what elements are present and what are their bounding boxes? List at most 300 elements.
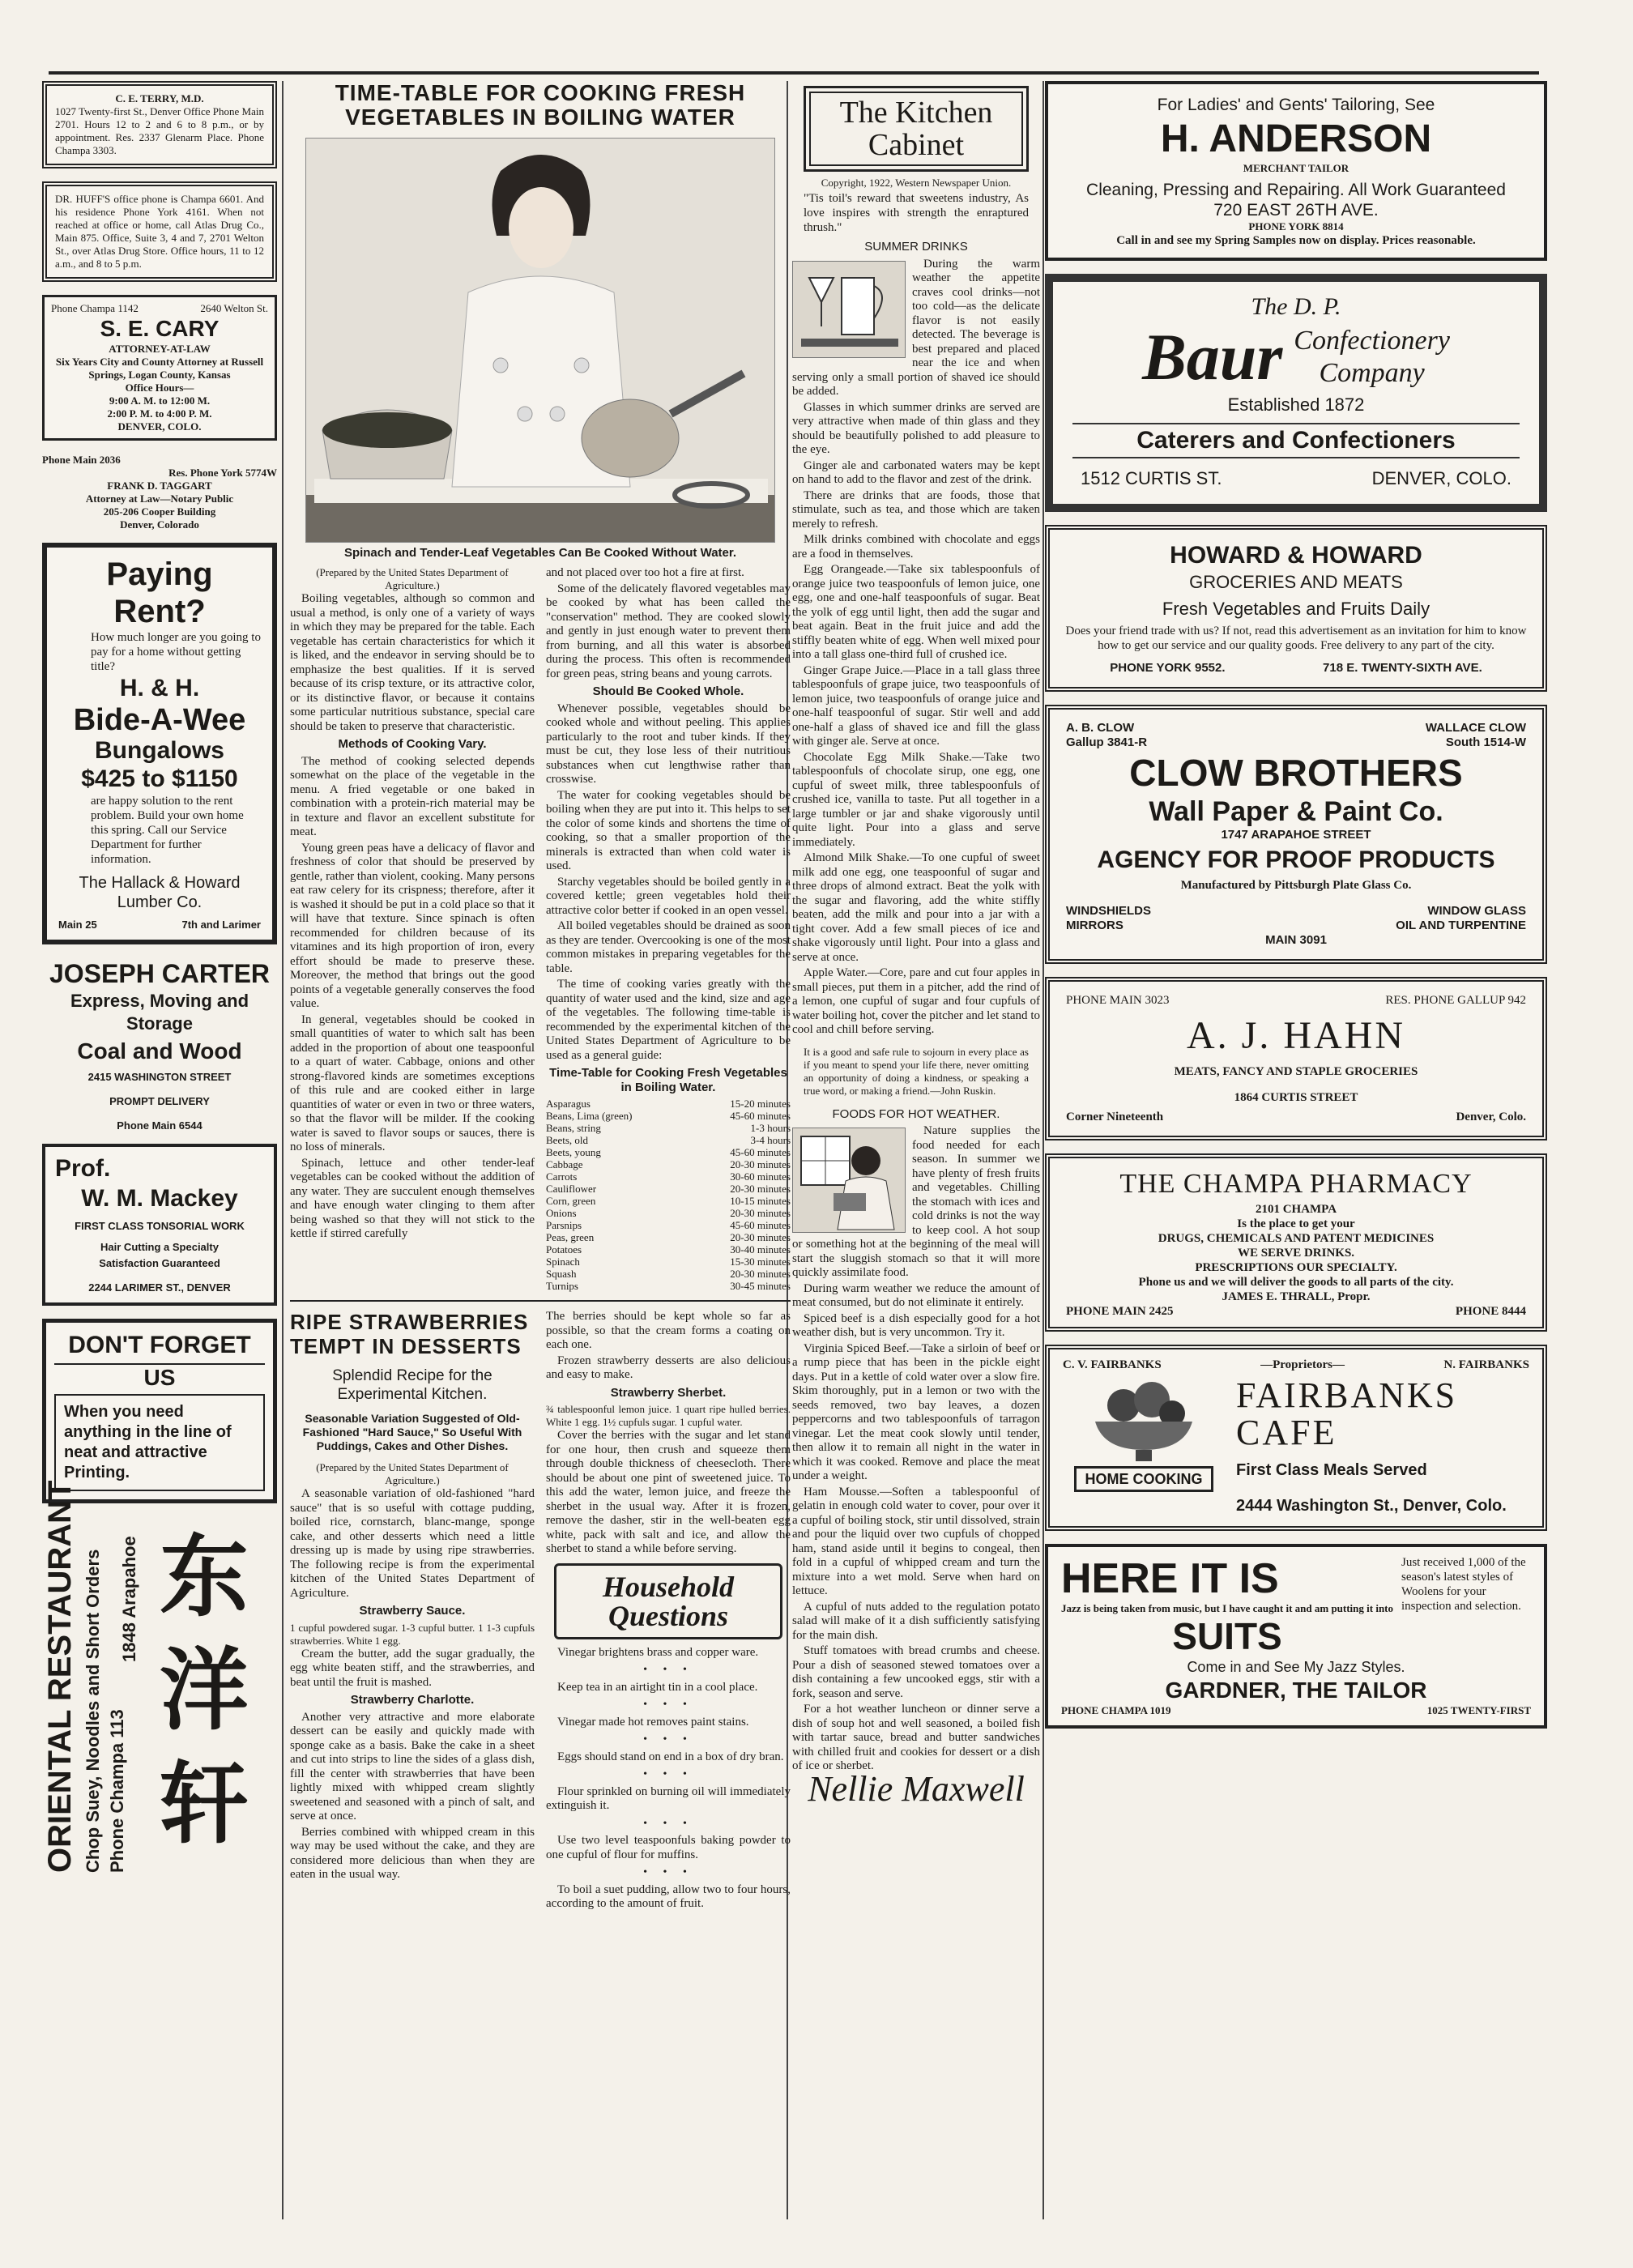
vegetables-column-a bbox=[290, 566, 535, 1292]
article-subhead: Should Be Cooked Whole. bbox=[592, 684, 744, 698]
baur-line-1: Confectionery bbox=[1294, 326, 1450, 356]
clow-ad bbox=[1045, 705, 1547, 964]
nellie-maxwell-signature: Nellie Maxwell bbox=[808, 1768, 1025, 1809]
clow-name: CLOW BROTHERS bbox=[1129, 752, 1463, 794]
separator-dots: • • • bbox=[643, 1664, 693, 1676]
bide-a-wee-ad bbox=[42, 543, 277, 944]
copyright-note: Copyright, 1922, Western Newspaper Union. bbox=[821, 177, 1012, 189]
rent-brand: H. & H. bbox=[119, 675, 200, 701]
article-paragraph: Chocolate Egg Milk Shake.—Take two tablespoonfuls of chocolate sirup, one egg, one cupful of sweet milk, three tablespoonfuls of crushed ice, vanilla to taste. Put all together in a large tumbler or jar and shake vigorously until quite light. Pour into a glass and serve immediately. bbox=[792, 750, 1040, 849]
vegetable-name: Beans, Lima (green) bbox=[546, 1110, 633, 1122]
cooking-time: 10-15 minutes bbox=[730, 1195, 791, 1207]
recipe-ingredients: ¾ tablespoonful lemon juice. 1 quart ripe hulled berries. White 1 egg. 1½ cupfuls sugar. 1 cupful water. bbox=[546, 1403, 791, 1428]
article-paragraph: Spiced beef is a dish especially good for a hot weather dish, but is very uncommon. Try it. bbox=[792, 1311, 1040, 1339]
clow-right-1: WALLACE CLOW bbox=[1425, 721, 1526, 735]
kitchen-title-line-2: Cabinet bbox=[868, 128, 965, 162]
article-paragraph: Glasses in which summer drinks are served are very attractive when made of thin glass and they should be beautifully polished to add pleasure to the eye. bbox=[792, 400, 1040, 456]
cooking-time: 1-3 hours bbox=[750, 1122, 791, 1134]
gardner-headline: HERE IT IS bbox=[1061, 1555, 1279, 1602]
article-subhead: Methods of Cooking Vary. bbox=[338, 737, 487, 751]
gardner-address: 1025 TWENTY-FIRST bbox=[1426, 1704, 1531, 1716]
vegetable-name: Parsnips bbox=[546, 1219, 582, 1231]
clow-b3: WINDOW GLASS bbox=[1427, 904, 1526, 918]
fairbanks-ad bbox=[1045, 1345, 1547, 1531]
timetable-row bbox=[546, 1170, 791, 1183]
cary-address: 2640 Welton St. bbox=[200, 302, 268, 314]
article-paragraph: During the warm weather the appetite craves cool drinks—not too cold—as the delicate flavor is not easily detected. The beverage is best prepared and placed near the ice and when serving only a small portion of shaved ice should be added. bbox=[792, 257, 1040, 398]
separator-dots: • • • bbox=[643, 1866, 693, 1878]
cooking-time: 20-30 minutes bbox=[730, 1231, 791, 1243]
clow-footer bbox=[1066, 904, 1526, 933]
fairbanks-address: 2444 Washington St., Denver, Colo. bbox=[1236, 1497, 1507, 1515]
strawberry-prepared: (Prepared by the United States Department of Agriculture.) bbox=[316, 1461, 509, 1486]
household-tip: Vinegar brightens brass and copper ware. bbox=[557, 1645, 759, 1659]
rent-main: Main 25 bbox=[58, 919, 97, 931]
cary-phone: Phone Champa 1142 bbox=[51, 302, 139, 314]
oriental-name: ORIENTAL RESTAURANT bbox=[42, 1480, 78, 1873]
timetable-row bbox=[546, 1195, 791, 1207]
timetable-row bbox=[546, 1231, 791, 1243]
anderson-title: MERCHANT TAILOR bbox=[1243, 162, 1349, 174]
fruit-bowl-icon bbox=[1079, 1377, 1209, 1466]
oriental-char-3: 轩 bbox=[160, 1752, 249, 1856]
carter-delivery: PROMPT DELIVERY bbox=[109, 1095, 210, 1107]
drinks-glasses-icon bbox=[793, 262, 906, 359]
howard-line-2: Fresh Vegetables and Fruits Daily bbox=[1162, 599, 1430, 619]
clow-left bbox=[1066, 721, 1147, 750]
gardner-main bbox=[1061, 1555, 1393, 1657]
strawberry-article bbox=[290, 1310, 535, 1913]
article-paragraph: Egg Orangeade.—Take six tablespoonfuls of orange juice two teaspoonfuls of lemon juice, one egg, one and one-half teaspoonfuls of sugar. Beat the yolk of egg until light, then add the sugar and beat again. Beat in the fruit juice and add the stiffly beaten white of egg. When well mixed pour into a tall glass one-third full of crushed ice. bbox=[792, 563, 1040, 661]
clow-left-1: A. B. CLOW bbox=[1066, 721, 1135, 735]
article-paragraph: A cupful of nuts added to the regulation potato salad will make of it a dish sufficiently satisfying for the main dish. bbox=[792, 1600, 1040, 1642]
top-rule bbox=[49, 71, 1539, 75]
baur-name: Baur bbox=[1142, 320, 1283, 394]
timetable-row bbox=[546, 1146, 791, 1158]
champa-line-1: Is the place to get your bbox=[1237, 1217, 1355, 1230]
vegetable-name: Onions bbox=[546, 1207, 577, 1219]
vegetable-name: Squash bbox=[546, 1268, 577, 1280]
household-tip: Eggs should stand on end in a box of dry bran. bbox=[557, 1750, 784, 1763]
vegetable-name: Beets, old bbox=[546, 1134, 588, 1146]
timetable-title: Time-Table for Cooking Fresh Vegetables in Boiling Water. bbox=[549, 1066, 787, 1094]
kitchen-cabinet-text bbox=[792, 177, 1040, 1809]
vegetable-name: Corn, green bbox=[546, 1195, 596, 1207]
article-paragraph: During warm weather we reduce the amount of meat consumed, but do not eliminate it entirely. bbox=[792, 1281, 1040, 1309]
vegetable-name: Peas, green bbox=[546, 1231, 595, 1243]
clow-header bbox=[1066, 721, 1526, 750]
article-paragraph: Young green peas have a delicacy of flavor and freshness of color that should be preserved by gentle, rather than violent, cooking. Many persons eat raw celery for its crispness; therefore, after it is washed it should be put in a cold place so that it will have that texture. Since spinach is often recommended for children because of its vitamines and its high proportion of iron, every effort should be made to preserve these. Moreover, the method that brings out the good points of a vegetable generally conserves the food value. bbox=[290, 841, 535, 1010]
howard-address: 718 E. TWENTY-SIXTH AVE. bbox=[1323, 661, 1482, 675]
kitchen-title-line-1: The Kitchen bbox=[839, 96, 993, 130]
clow-left-2: Gallup 3841-R bbox=[1066, 735, 1148, 749]
vegetables-headline: TIME-TABLE FOR COOKING FRESH VEGETABLES IN BOILING WATER bbox=[335, 80, 746, 130]
timetable-row bbox=[546, 1219, 791, 1231]
vegetables-column-b bbox=[546, 566, 791, 1292]
sherbet-and-questions bbox=[546, 1310, 791, 1913]
champa-phone-1: PHONE MAIN 2425 bbox=[1066, 1305, 1174, 1318]
household-tip: Use two level teaspoonfuls baking powder to one cupful of flour for muffins. bbox=[546, 1834, 791, 1861]
clow-right-2: South 1514-W bbox=[1445, 735, 1526, 749]
timetable-row bbox=[546, 1158, 791, 1170]
champa-num: 2101 CHAMPA bbox=[1255, 1203, 1337, 1216]
article-paragraph: The berries should be kept whole so far as possible, so that the cream forms a coating on each one. bbox=[546, 1310, 791, 1351]
rent-company: The Hallack & Howard Lumber Co. bbox=[79, 874, 241, 911]
strawberry-subhead-2: Seasonable Variation Suggested of Old-Fashioned "Hard Sauce," So Useful With Puddings, Cakes and Other Dishes. bbox=[302, 1412, 522, 1452]
champa-footer bbox=[1066, 1304, 1526, 1319]
forget-text: When you need anything in the line of neat and attractive Printing. bbox=[54, 1394, 265, 1491]
baur-address: 1512 CURTIS ST. bbox=[1081, 468, 1222, 488]
champa-line-3: WE SERVE DRINKS. bbox=[1237, 1247, 1355, 1260]
household-tip: Vinegar made hot removes paint stains. bbox=[557, 1715, 749, 1729]
gardner-footer bbox=[1061, 1704, 1531, 1717]
left-ad-column bbox=[42, 81, 277, 1894]
household-tip: Flour sprinkled on burning oil will immediately extinguish it. bbox=[546, 1784, 791, 1812]
timetable-row bbox=[546, 1268, 791, 1280]
separator-dots: • • • bbox=[643, 1768, 693, 1780]
article-column bbox=[290, 81, 791, 1913]
gardner-name: GARDNER, THE TAILOR bbox=[1165, 1678, 1427, 1703]
article-paragraph: Boiling vegetables, although so common and usual a method, is only one of a variety of ways in which they may be prepared for the table. Each vegetable has certain characteristics for which it is liked, and the endeavor in serving should be to emphasize the best qualities. If it is served because of its crisp texture, or its attractive color, or its distinctive flavor, or because it contains some particular nutritious substance, special care should be taken to preserve that characteristic. bbox=[290, 592, 535, 733]
gardner-come: Come in and See My Jazz Styles. bbox=[1187, 1659, 1405, 1675]
printing-ad bbox=[42, 1319, 277, 1503]
clow-footer-left bbox=[1066, 904, 1151, 933]
right-ad-column bbox=[1045, 81, 1547, 1742]
article-paragraph: There are drinks that are foods, those that stimulate, such as tea, and those which are taken merely to refresh. bbox=[792, 488, 1040, 531]
anderson-name: H. ANDERSON bbox=[1160, 117, 1432, 160]
cooking-time: 20-30 minutes bbox=[730, 1207, 791, 1219]
vegetable-name: Beets, young bbox=[546, 1146, 601, 1158]
timetable-row bbox=[546, 1243, 791, 1256]
lower-articles bbox=[290, 1300, 791, 1913]
article-paragraph: All boiled vegetables should be drained as soon as they are tender. Overcooking is one of the most common mistakes in preparing vegetables for the table. bbox=[546, 919, 791, 975]
vegetable-name: Cauliflower bbox=[546, 1183, 597, 1195]
strawberry-subhead: Splendid Recipe for the Experimental Kitchen. bbox=[332, 1367, 492, 1403]
cooking-time: 30-60 minutes bbox=[730, 1170, 791, 1183]
mackey-line-3: Satisfaction Guaranteed bbox=[99, 1257, 220, 1269]
rent-price: $425 to $1150 bbox=[81, 765, 238, 792]
rent-text-1: How much longer are you going to pay for a home without getting title? bbox=[91, 631, 261, 673]
vegetable-name: Turnips bbox=[546, 1280, 578, 1292]
article-paragraph: The time of cooking varies greatly with the quantity of water used and the kind, size and age of the vegetables. The following time-table is recommended by the experimental kitchen of the United States Department of Agriculture to be used as a general guide: bbox=[546, 978, 791, 1062]
anderson-line-1: Cleaning, Pressing and Repairing. All Work Guaranteed bbox=[1086, 181, 1506, 199]
recipe-ingredients: 1 cupful powdered sugar. 1-3 cupful butter. 1 1-3 cupfuls strawberries. White 1 egg. bbox=[290, 1621, 535, 1647]
article-paragraph: For a hot weather luncheon or dinner serve a dish of soup hot and well seasoned, a boiled fish with tartar sauce, bread and butter sandwiches with chilled fruit and cookies for dessert or a dish of ice or sherbet. bbox=[792, 1703, 1040, 1772]
mackey-name: W. M. Mackey bbox=[81, 1185, 238, 1212]
terry-name: C. E. TERRY, M.D. bbox=[115, 92, 204, 104]
gardner-text-1: Jazz is being taken from music, but I have caught it and am putting it into bbox=[1061, 1602, 1394, 1614]
anderson-footer: Call in and see my Spring Samples now on display. Prices reasonable. bbox=[1116, 234, 1476, 247]
household-tip: To boil a suet pudding, allow two to four hours, according to the amount of fruit. bbox=[546, 1882, 791, 1910]
article-subhead: Strawberry Sauce. bbox=[359, 1604, 466, 1618]
article-paragraph: Starchy vegetables should be boiled gently in a covered kettle; green vegetables hold their attractive color better if cooked in an open vessel. bbox=[546, 875, 791, 917]
champa-name: THE CHAMPA PHARMACY bbox=[1119, 1169, 1473, 1199]
summer-drinks-heading: SUMMER DRINKS bbox=[864, 240, 968, 254]
household-questions-title: Household Questions bbox=[554, 1563, 782, 1639]
timetable-row bbox=[546, 1098, 791, 1110]
article-paragraph: Ginger Grape Juice.—Place in a tall glass three tablespoonfuls of grape juice, two teaspoonfuls of lemon juice, two teaspoonfuls of orange juice and one-half teaspoonful of sugar. Stir well and add one-half a glass of shaved ice and fill the glass with ginger ale. Serve at once. bbox=[792, 663, 1040, 748]
article-paragraph: Frozen strawberry desserts are also delicious and easy to make. bbox=[546, 1354, 791, 1381]
article-paragraph: Almond Milk Shake.—To one cupful of sweet milk add one egg, one teaspoonful of sugar and three drops of almond extract. Beat the yolk with the sugar and flavoring, add the white stiffly beaten, add the milk and pour into a jar with a tight cover. Add a few small pieces of ice and shake vigorously until light. Pour into a glass and serve at once. bbox=[792, 851, 1040, 964]
vegetable-name: Beans, string bbox=[546, 1122, 601, 1134]
article-subhead: Strawberry Charlotte. bbox=[350, 1693, 475, 1707]
hahn-phone-1: PHONE MAIN 3023 bbox=[1066, 994, 1170, 1007]
cooking-time: 20-30 minutes bbox=[730, 1268, 791, 1280]
article-paragraph: Apple Water.—Core, pare and cut four apples in small pieces, put them in a pitcher, add the rind of a lemon, one cupful of sugar and four cupfuls of water boiling hot, cover the pitcher and let stand to cool and chill before serving. bbox=[792, 966, 1040, 1036]
huff-card bbox=[42, 181, 277, 282]
cary-desc: Six Years City and County Attorney at Russell Springs, Logan County, Kansas bbox=[55, 356, 264, 381]
hahn-city: Denver, Colo. bbox=[1456, 1111, 1526, 1123]
cooking-time: 15-30 minutes bbox=[730, 1256, 791, 1268]
hahn-corner: Corner Nineteenth bbox=[1066, 1111, 1164, 1123]
woman-cooking-photo bbox=[305, 138, 775, 543]
article-subhead: Strawberry Sherbet. bbox=[610, 1385, 727, 1400]
prepared-note: (Prepared by the United States Department of Agriculture.) bbox=[316, 566, 509, 591]
champa-line-5: Phone us and we will deliver the goods to all parts of the city. bbox=[1138, 1276, 1454, 1289]
mackey-prof: Prof. bbox=[55, 1155, 111, 1182]
mackey-line-2: Hair Cutting a Specialty bbox=[100, 1241, 219, 1253]
article-paragraph: and not placed over too hot a fire at first. bbox=[546, 566, 744, 579]
carter-line-1: Express, Moving and Storage bbox=[70, 991, 249, 1034]
howard-phone: PHONE YORK 9552. bbox=[1110, 661, 1226, 675]
clow-address: 1747 ARAPAHOE STREET bbox=[1221, 828, 1371, 842]
hahn-name: A. J. HAHN bbox=[1187, 1014, 1405, 1057]
terry-card bbox=[42, 81, 277, 168]
article-paragraph: Spinach, lettuce and other tender-leaf vegetables can be cooked without the addition of any water. They are succulent enough themselves and have enough water clinging to them after being washed so that they will not stick to the kettle if stirred carefully bbox=[290, 1156, 535, 1240]
household-tip: Keep tea in an airtight tin in a cool place. bbox=[557, 1680, 758, 1694]
foods-hot-weather-heading: FOODS FOR HOT WEATHER. bbox=[832, 1106, 1000, 1121]
cooking-time: 45-60 minutes bbox=[730, 1146, 791, 1158]
gardner-suits: SUITS bbox=[1172, 1615, 1282, 1657]
cooking-time: 15-20 minutes bbox=[730, 1098, 791, 1110]
rent-address: 7th and Larimer bbox=[181, 919, 261, 931]
taggart-phone-2: Res. Phone York 5774W bbox=[168, 467, 277, 479]
oriental-char-2: 洋 bbox=[160, 1639, 249, 1742]
vegetable-name: Spinach bbox=[546, 1256, 580, 1268]
fairbanks-right: N. FAIRBANKS bbox=[1443, 1358, 1529, 1371]
woman-reading-illustration bbox=[792, 1128, 906, 1233]
vegetables-article bbox=[290, 566, 791, 1292]
hahn-footer bbox=[1066, 1110, 1526, 1124]
fairbanks-left: C. V. FAIRBANKS bbox=[1063, 1358, 1162, 1371]
anderson-phone: PHONE YORK 8814 bbox=[1248, 220, 1344, 232]
mackey-address: 2244 LARIMER ST., DENVER bbox=[88, 1281, 231, 1294]
ruskin-quote: It is a good and safe rule to sojourn in every place as if you meant to spend your life there, never omitting an opportunity of doing a kindness, or speaking a true word, or making a friend.—John Ruskin. bbox=[804, 1045, 1029, 1097]
article-paragraph: Stuff tomatoes with bread crumbs and cheese. Pour a dish of seasoned stewed tomatoes over a dish containing a few uncooked eggs, stir with a fork, season and serve. bbox=[792, 1644, 1040, 1700]
woman-cooking-illustration bbox=[306, 139, 775, 543]
oriental-char-1: 东 bbox=[160, 1525, 249, 1629]
champa-line-4: PRESCRIPTIONS OUR SPECIALTY. bbox=[1195, 1261, 1397, 1274]
carter-line-2: Coal and Wood bbox=[77, 1038, 242, 1064]
article-paragraph: Cover the berries with the sugar and let stand for one hour, then crush and squeeze them through double thickness of cheesecloth. There should be about one pint of sweetened juice. To this add the water, lemon juice, and freeze the sherbet in the usual way. After it is frozen, remove the dasher, stir in the well-beaten egg white, pack with salt and ice, and allow the sherbet to stand a while before serving. bbox=[546, 1429, 791, 1555]
anderson-ad bbox=[1045, 81, 1547, 261]
baur-company-words bbox=[1294, 325, 1450, 390]
champa-pharmacy-ad bbox=[1045, 1153, 1547, 1332]
hahn-line-1: MEATS, FANCY AND STAPLE GROCERIES bbox=[1174, 1065, 1418, 1078]
cary-hours-1: 9:00 A. M. to 12:00 M. bbox=[109, 394, 211, 407]
cary-title: ATTORNEY-AT-LAW bbox=[109, 343, 211, 355]
howard-name: HOWARD & HOWARD bbox=[1170, 542, 1422, 569]
separator-dots: • • • bbox=[643, 1817, 693, 1830]
fairbanks-name-2: CAFE bbox=[1236, 1413, 1337, 1452]
baur-established: Established 1872 bbox=[1227, 394, 1365, 415]
cooking-time: 30-45 minutes bbox=[730, 1280, 791, 1292]
cary-phone-row bbox=[51, 302, 268, 315]
gardner-phone: PHONE CHAMPA 1019 bbox=[1061, 1704, 1171, 1716]
opening-quote: "Tis toil's reward that sweetens industry, As love inspires with strength the enraptured thrush." bbox=[804, 192, 1029, 234]
article-paragraph: Whenever possible, vegetables should be cooked whole and without peeling. This applies particularly to the root and tuber kinds. If they must be cut, they lose less of their nutritious substances when cut lengthwise rather than crosswise. bbox=[546, 701, 791, 786]
photo-caption: Spinach and Tender-Leaf Vegetables Can Be Cooked Without Water. bbox=[343, 546, 737, 560]
kitchen-cabinet-column bbox=[792, 81, 1040, 1809]
hahn-address: 1864 CURTIS STREET bbox=[1234, 1091, 1358, 1104]
article-paragraph: Another very attractive and more elaborate dessert can be easily and quickly made with sponge cake as a basis. Bake the cake in a sheet and cut into strips to line the sides of a glass dish, fill the center with strawberries that have been lightly mixed with whipped cream slightly sweetened and seasoned with a pinch of salt, and serve at once. bbox=[290, 1710, 535, 1823]
woman-reading-icon bbox=[793, 1128, 906, 1234]
mackey-line-1: FIRST CLASS TONSORIAL WORK bbox=[75, 1220, 245, 1232]
timetable-row bbox=[546, 1280, 791, 1292]
howard-line-1: GROCERIES AND MEATS bbox=[1189, 572, 1403, 592]
fairbanks-line-1: First Class Meals Served bbox=[1236, 1461, 1427, 1479]
huff-text: DR. HUFF'S office phone is Champa 6601. And his residence Phone York 4161. When not reached at office or home, call Atlas Drug Co., Main 875. Office, Suite 3, 4 and 7, 2701 Welton St., over Atlas Drug Store. Office hours, 11 to 12 a.m., and 8 to 5 p.m. bbox=[55, 193, 264, 270]
baur-the: The D. P. bbox=[1251, 293, 1341, 320]
carter-name: JOSEPH CARTER bbox=[49, 959, 271, 988]
clow-b4: OIL AND TURPENTINE bbox=[1396, 919, 1526, 932]
article-paragraph: Nature supplies the food needed for each season. In summer we have plenty of fresh fruits and vegetables. Chilling the stomach with ices and cold drinks is not the way to keep cool. A hot soup or something hot at the beginning of the meal will start the sluggish stomach so that it will more quickly assimilate food. bbox=[792, 1124, 1040, 1279]
taggart-bldg: 205-206 Cooper Building bbox=[103, 505, 216, 518]
gardner-top bbox=[1061, 1555, 1531, 1657]
fairbanks-mid: —Proprietors— bbox=[1260, 1358, 1345, 1371]
hahn-phone-2: RES. PHONE GALLUP 942 bbox=[1385, 994, 1526, 1007]
article-paragraph: Some of the delicately flavored vegetables may be cooked by what has been called the "conservation" method. They are cooked slowly and gently in just enough water to prevent them from burning, and all this water is absorbed during the process. This often is recommended for green peas, string beans and young carrots. bbox=[546, 582, 791, 680]
clow-line-1: Wall Paper & Paint Co. bbox=[1149, 796, 1443, 827]
separator-dots: • • • bbox=[643, 1699, 693, 1711]
column-rule bbox=[1042, 81, 1044, 2219]
baur-line-2: Company bbox=[1319, 358, 1425, 388]
clow-b2: MIRRORS bbox=[1066, 919, 1123, 932]
article-paragraph: Ham Mousse.—Soften a tablespoonful of gelatin in enough cold water to cover, pour over it a cupful of boiling stock, stir until dissolved, strain and pour the liquid over two cupfuls of chopped ham, stand aside until it begins to congeal, then fold in a cupful of whipped cream and turn the mixture into a wet mold. Serve when hard on lettuce. bbox=[792, 1485, 1040, 1597]
article-paragraph: Berries combined with whipped cream in this way may be used without the cake, and they are considered more delicious than when they are eaten in the usual way. bbox=[290, 1825, 535, 1881]
article-paragraph: Virginia Spiced Beef.—Take a sirloin of beef or a rump piece that has been in the pickle eight days. Put in a kettle of cold water over a slow fire. Skim thoroughly, put in a lemon or two with the seeds removed, two bay leaves, a dozen peppercorns and two tablespoonfuls of tarragon vinegar. Let the meat cook slowly until tender, then allow it to remain all night in the water in which it was cooked. Remove and place the meat under a weight. bbox=[792, 1341, 1040, 1482]
clow-agency: AGENCY FOR PROOF PRODUCTS bbox=[1097, 846, 1495, 873]
cary-hours-label: Office Hours— bbox=[125, 382, 194, 394]
carter-ad bbox=[42, 957, 277, 1132]
anderson-intro: For Ladies' and Gents' Tailoring, See bbox=[1157, 96, 1435, 114]
rent-text-2: are happy solution to the rent problem. Build your own home this spring. Call our Service Department for further information. bbox=[91, 795, 244, 866]
baur-footer bbox=[1064, 465, 1528, 492]
taggart-city: Denver, Colorado bbox=[120, 518, 199, 531]
hahn-phones bbox=[1066, 993, 1526, 1008]
fairbanks-body bbox=[1063, 1377, 1529, 1518]
cooking-time: 20-30 minutes bbox=[730, 1158, 791, 1170]
fairbanks-name-1: FAIRBANKS bbox=[1236, 1375, 1458, 1415]
mackey-ad bbox=[42, 1144, 277, 1306]
carter-phone: Phone Main 6544 bbox=[117, 1119, 203, 1132]
howard-ad bbox=[1045, 525, 1547, 692]
article-paragraph: The method of cooking selected depends somewhat on the place of the vegetable in the menu. A fried vegetable or one baked in combination with a protein-rich material may be in texture and flavor an excellent substitute for meat. bbox=[290, 754, 535, 838]
baur-ad bbox=[1045, 274, 1547, 512]
baur-city: DENVER, COLO. bbox=[1371, 468, 1511, 488]
cooking-time: 20-30 minutes bbox=[730, 1183, 791, 1195]
taggart-name: FRANK D. TAGGART bbox=[107, 480, 212, 492]
kitchen-cabinet-title bbox=[809, 92, 1023, 166]
howard-text: Does your friend trade with us? If not, read this advertisement as an invitation for him to know how to get our service and our quality goods. Free delivery to any part of the city. bbox=[1065, 625, 1527, 652]
cary-city: DENVER, COLO. bbox=[117, 420, 202, 433]
cary-hours-2: 2:00 P. M. to 4:00 P. M. bbox=[107, 407, 212, 420]
column-rule bbox=[282, 81, 284, 2219]
clow-b1: WINDSHIELDS bbox=[1066, 904, 1151, 918]
clow-footer-right bbox=[1396, 904, 1526, 933]
clow-mfg: Manufactured by Pittsburgh Plate Glass Co. bbox=[1180, 879, 1412, 892]
champa-line-2: DRUGS, CHEMICALS AND PATENT MEDICINES bbox=[1158, 1232, 1435, 1245]
household-questions-list bbox=[546, 1646, 791, 1912]
kitchen-cabinet-masthead bbox=[804, 86, 1029, 172]
cooking-time: 45-60 minutes bbox=[730, 1219, 791, 1231]
fairbanks-art bbox=[1063, 1377, 1225, 1518]
taggart-card bbox=[42, 454, 277, 531]
article-paragraph: Cream the butter, add the sugar gradually, the egg white beaten stiff, and the strawberries, and beat until the fruit is mashed. bbox=[290, 1647, 535, 1689]
gardner-text-2: Just received 1,000 of the season's latest styles of Woolens for your inspection and selection. bbox=[1401, 1556, 1526, 1613]
article-paragraph: Ginger ale and carbonated waters may be kept on hand to add to the flavor and zest of the drink. bbox=[792, 458, 1040, 486]
rent-brand-3: Bungalows bbox=[94, 737, 224, 764]
baur-caterers: Caterers and Confectioners bbox=[1072, 423, 1520, 458]
hahn-ad bbox=[1045, 977, 1547, 1140]
separator-dots: • • • bbox=[643, 1733, 693, 1746]
oriental-line-2: 1848 Arapahoe bbox=[119, 1536, 139, 1662]
howard-footer bbox=[1061, 661, 1531, 676]
timetable-row bbox=[546, 1134, 791, 1146]
cooking-time: 45-60 minutes bbox=[730, 1110, 791, 1122]
article-paragraph: The water for cooking vegetables should be boiling when they are put into it. This helps to set the color of some kinds and shortens the time of cooking, so that a smaller proportion of the minerals is extracted than when cold water is used. bbox=[546, 788, 791, 872]
forget-us: US bbox=[54, 1363, 265, 1391]
timetable-row bbox=[546, 1122, 791, 1134]
timetable-row bbox=[546, 1183, 791, 1195]
oriental-phone: Phone Champa 113 bbox=[107, 1709, 127, 1873]
summer-drinks-illustration bbox=[792, 261, 906, 358]
timetable-row bbox=[546, 1110, 791, 1122]
rent-brand-2: Bide-A-Wee bbox=[73, 703, 246, 737]
taggart-phone-1: Phone Main 2036 bbox=[42, 454, 121, 466]
cooking-time: 3-4 hours bbox=[750, 1134, 791, 1146]
clow-right bbox=[1426, 721, 1526, 750]
article-paragraph: A seasonable variation of old-fashioned "hard sauce" that is so useful with cottage pudding, boiled rice, cornstarch, blanc-mange, sponge cake, and other desserts which need a little dressing up is made by using ripe strawberries. The following recipe is from the experimental kitchen of the United States Department of Agriculture. bbox=[290, 1487, 535, 1600]
champa-phone-2: PHONE 8444 bbox=[1455, 1305, 1526, 1318]
article-paragraph: Milk drinks combined with chocolate and eggs are a food in themselves. bbox=[792, 533, 1040, 561]
forget-headline: DON'T FORGET bbox=[68, 1332, 251, 1358]
fairbanks-proprietors bbox=[1063, 1358, 1529, 1372]
oriental-line-1: Chop Suey, Noodles and Short Orders bbox=[83, 1549, 103, 1873]
clow-main: MAIN 3091 bbox=[1265, 933, 1327, 947]
anderson-address: 720 EAST 26TH AVE. bbox=[1213, 201, 1379, 220]
cary-name: S. E. CARY bbox=[100, 316, 220, 341]
cooking-time: 30-40 minutes bbox=[730, 1243, 791, 1256]
vegetable-name: Potatoes bbox=[546, 1243, 582, 1256]
terry-text: 1027 Twenty-first St., Denver Office Phone Main 2701. Hours 12 to 2 and 6 to 8 p.m., or by appointment. Res. 2337 Glenarm Place. Phone Champa 3303. bbox=[55, 105, 264, 156]
oriental-restaurant-ad bbox=[42, 1480, 277, 1881]
gardner-ad bbox=[1045, 1544, 1547, 1729]
rent-footer bbox=[58, 919, 261, 932]
fairbanks-home: HOME COOKING bbox=[1074, 1466, 1213, 1492]
timetable-row bbox=[546, 1207, 791, 1219]
champa-prop: JAMES E. THRALL, Propr. bbox=[1222, 1290, 1371, 1303]
cooking-timetable bbox=[546, 1098, 791, 1292]
cary-card bbox=[42, 295, 277, 441]
rent-headline: Paying Rent? bbox=[106, 556, 213, 629]
vegetable-name: Cabbage bbox=[546, 1158, 583, 1170]
timetable-row bbox=[546, 1256, 791, 1268]
vegetable-name: Asparagus bbox=[546, 1098, 591, 1110]
vegetable-name: Carrots bbox=[546, 1170, 578, 1183]
taggart-title: Attorney at Law—Notary Public bbox=[85, 492, 234, 505]
article-paragraph: In general, vegetables should be cooked in small quantities of water to which salt has been added in the proportion of about one teaspoonful to a quart of water. Cabbage, onions and other strong-flavored kinds are sometimes exceptions of this rule and are cooked either in large quantities of water or even in two or three waters, so that the flavor will be milder. If the cooking water is saved to flavor soups or sauces, there is no loss of minerals. bbox=[290, 1013, 535, 1153]
